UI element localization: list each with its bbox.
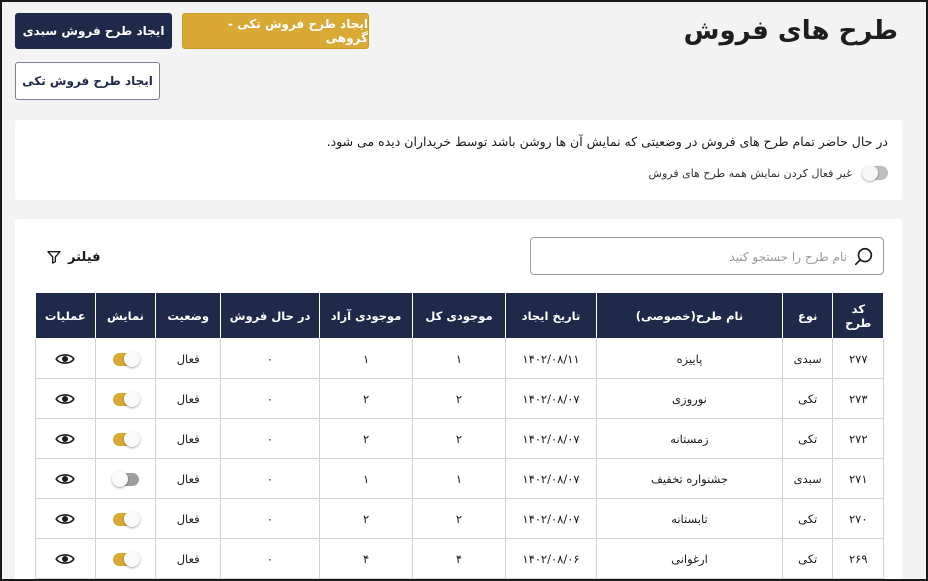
cell-type: سبدی	[782, 459, 833, 499]
create-single-plan-button[interactable]: ایجاد طرح فروش تکی	[15, 62, 160, 100]
cell-display	[95, 379, 156, 419]
plans-table-card	[15, 219, 902, 581]
table-row	[36, 499, 884, 539]
display-toggle[interactable]	[113, 353, 139, 366]
cell-type: سبدی	[782, 339, 833, 379]
cell-display	[95, 419, 156, 459]
search-icon[interactable]	[853, 246, 875, 268]
table-row	[36, 379, 884, 419]
cell-selling: ۰	[221, 499, 320, 539]
table-row	[36, 459, 884, 499]
cell-total-stock: ۲	[413, 499, 506, 539]
cell-type: تکی	[782, 499, 833, 539]
filter-icon	[46, 249, 62, 265]
cell-selling: ۰	[221, 339, 320, 379]
table-row	[36, 539, 884, 579]
page-title: طرح های فروش	[683, 16, 898, 46]
cell-display	[95, 459, 156, 499]
cell-status: فعال	[156, 379, 221, 419]
display-toggle[interactable]	[113, 553, 139, 566]
cell-created-date: ۱۴۰۲/۰۸/۰۷	[506, 419, 597, 459]
cell-selling: ۰	[221, 539, 320, 579]
eye-icon[interactable]	[55, 549, 75, 569]
col-code: کد طرح	[833, 293, 884, 339]
display-toggle[interactable]	[113, 473, 139, 486]
cell-actions	[36, 339, 96, 379]
eye-icon[interactable]	[55, 429, 75, 449]
search-box	[530, 237, 884, 275]
cell-free-stock: ۴	[320, 539, 413, 579]
cell-total-stock: ۲	[413, 419, 506, 459]
cell-created-date: ۱۴۰۲/۰۸/۰۷	[506, 459, 597, 499]
cell-free-stock: ۲	[320, 499, 413, 539]
display-toggle[interactable]	[113, 433, 139, 446]
cell-created-date: ۱۴۰۲/۰۸/۰۷	[506, 499, 597, 539]
cell-name: جشنواره تخفیف	[596, 459, 782, 499]
cell-free-stock: ۲	[320, 379, 413, 419]
cell-name: ارغوانی	[596, 539, 782, 579]
search-input[interactable]	[539, 244, 847, 270]
cell-free-stock: ۲	[320, 419, 413, 459]
eye-icon[interactable]	[55, 349, 75, 369]
col-status: وضعیت	[156, 293, 221, 339]
cell-name: زمستانه	[596, 419, 782, 459]
cell-code: ۲۷۳	[833, 379, 884, 419]
cell-actions	[36, 379, 96, 419]
cell-created-date: ۱۴۰۲/۰۸/۰۶	[506, 539, 597, 579]
col-created-date: تاریخ ایجاد	[506, 293, 597, 339]
col-actions: عملیات	[36, 293, 96, 339]
cell-name: تابستانه	[596, 499, 782, 539]
col-type: نوع	[782, 293, 833, 339]
cell-total-stock: ۱	[413, 459, 506, 499]
cell-selling: ۰	[221, 459, 320, 499]
cell-actions	[36, 459, 96, 499]
cell-code: ۲۷۷	[833, 339, 884, 379]
cell-total-stock: ۴	[413, 539, 506, 579]
filter-button[interactable]	[46, 249, 101, 265]
col-selling: در حال فروش	[221, 293, 320, 339]
disable-all-display-toggle[interactable]	[862, 166, 888, 180]
info-message: در حال حاضر تمام طرح های فروش در وضعیتی که نمایش آن ها روشن باشد توسط خریداران دیده می شود.	[326, 134, 888, 149]
display-toggle[interactable]	[113, 393, 139, 406]
info-card	[15, 120, 902, 200]
table-row	[36, 419, 884, 459]
col-total-stock: موجودی کل	[413, 293, 506, 339]
cell-status: فعال	[156, 339, 221, 379]
cell-status: فعال	[156, 539, 221, 579]
display-toggle[interactable]	[113, 513, 139, 526]
cell-selling: ۰	[221, 379, 320, 419]
eye-icon[interactable]	[55, 509, 75, 529]
cell-actions	[36, 419, 96, 459]
cell-code: ۲۷۰	[833, 499, 884, 539]
cell-total-stock: ۲	[413, 379, 506, 419]
cell-type: تکی	[782, 419, 833, 459]
filter-label: فیلتر	[68, 249, 101, 265]
table-row	[36, 339, 884, 379]
cell-display	[95, 339, 156, 379]
cell-selling: ۰	[221, 419, 320, 459]
create-group-single-plan-button[interactable]: ایجاد طرح فروش تکی - گروهی	[182, 13, 369, 49]
col-free-stock: موجودی آزاد	[320, 293, 413, 339]
cell-free-stock: ۱	[320, 459, 413, 499]
cell-display	[95, 499, 156, 539]
cell-name: پاییزه	[596, 339, 782, 379]
cell-actions	[36, 539, 96, 579]
cell-created-date: ۱۴۰۲/۰۸/۰۷	[506, 379, 597, 419]
cell-created-date: ۱۴۰۲/۰۸/۱۱	[506, 339, 597, 379]
col-display: نمایش	[95, 293, 156, 339]
cell-code: ۲۷۲	[833, 419, 884, 459]
cell-code: ۲۶۹	[833, 539, 884, 579]
cell-type: تکی	[782, 539, 833, 579]
col-name: نام طرح(خصوصی)	[596, 293, 782, 339]
cell-total-stock: ۱	[413, 339, 506, 379]
cell-type: تکی	[782, 379, 833, 419]
cell-free-stock: ۱	[320, 339, 413, 379]
cell-actions	[36, 499, 96, 539]
cell-status: فعال	[156, 499, 221, 539]
cell-name: نوروزی	[596, 379, 782, 419]
cell-status: فعال	[156, 459, 221, 499]
create-basket-plan-button[interactable]: ایجاد طرح فروش سبدی	[15, 13, 172, 49]
disable-all-display-label: غیر فعال کردن نمایش همه طرح های فروش	[648, 166, 852, 180]
table-header-row	[36, 293, 884, 339]
disable-all-display-row	[649, 166, 888, 180]
eye-icon[interactable]	[55, 469, 75, 489]
cell-status: فعال	[156, 419, 221, 459]
eye-icon[interactable]	[55, 389, 75, 409]
cell-code: ۲۷۱	[833, 459, 884, 499]
plans-table	[35, 292, 884, 579]
cell-display	[95, 539, 156, 579]
